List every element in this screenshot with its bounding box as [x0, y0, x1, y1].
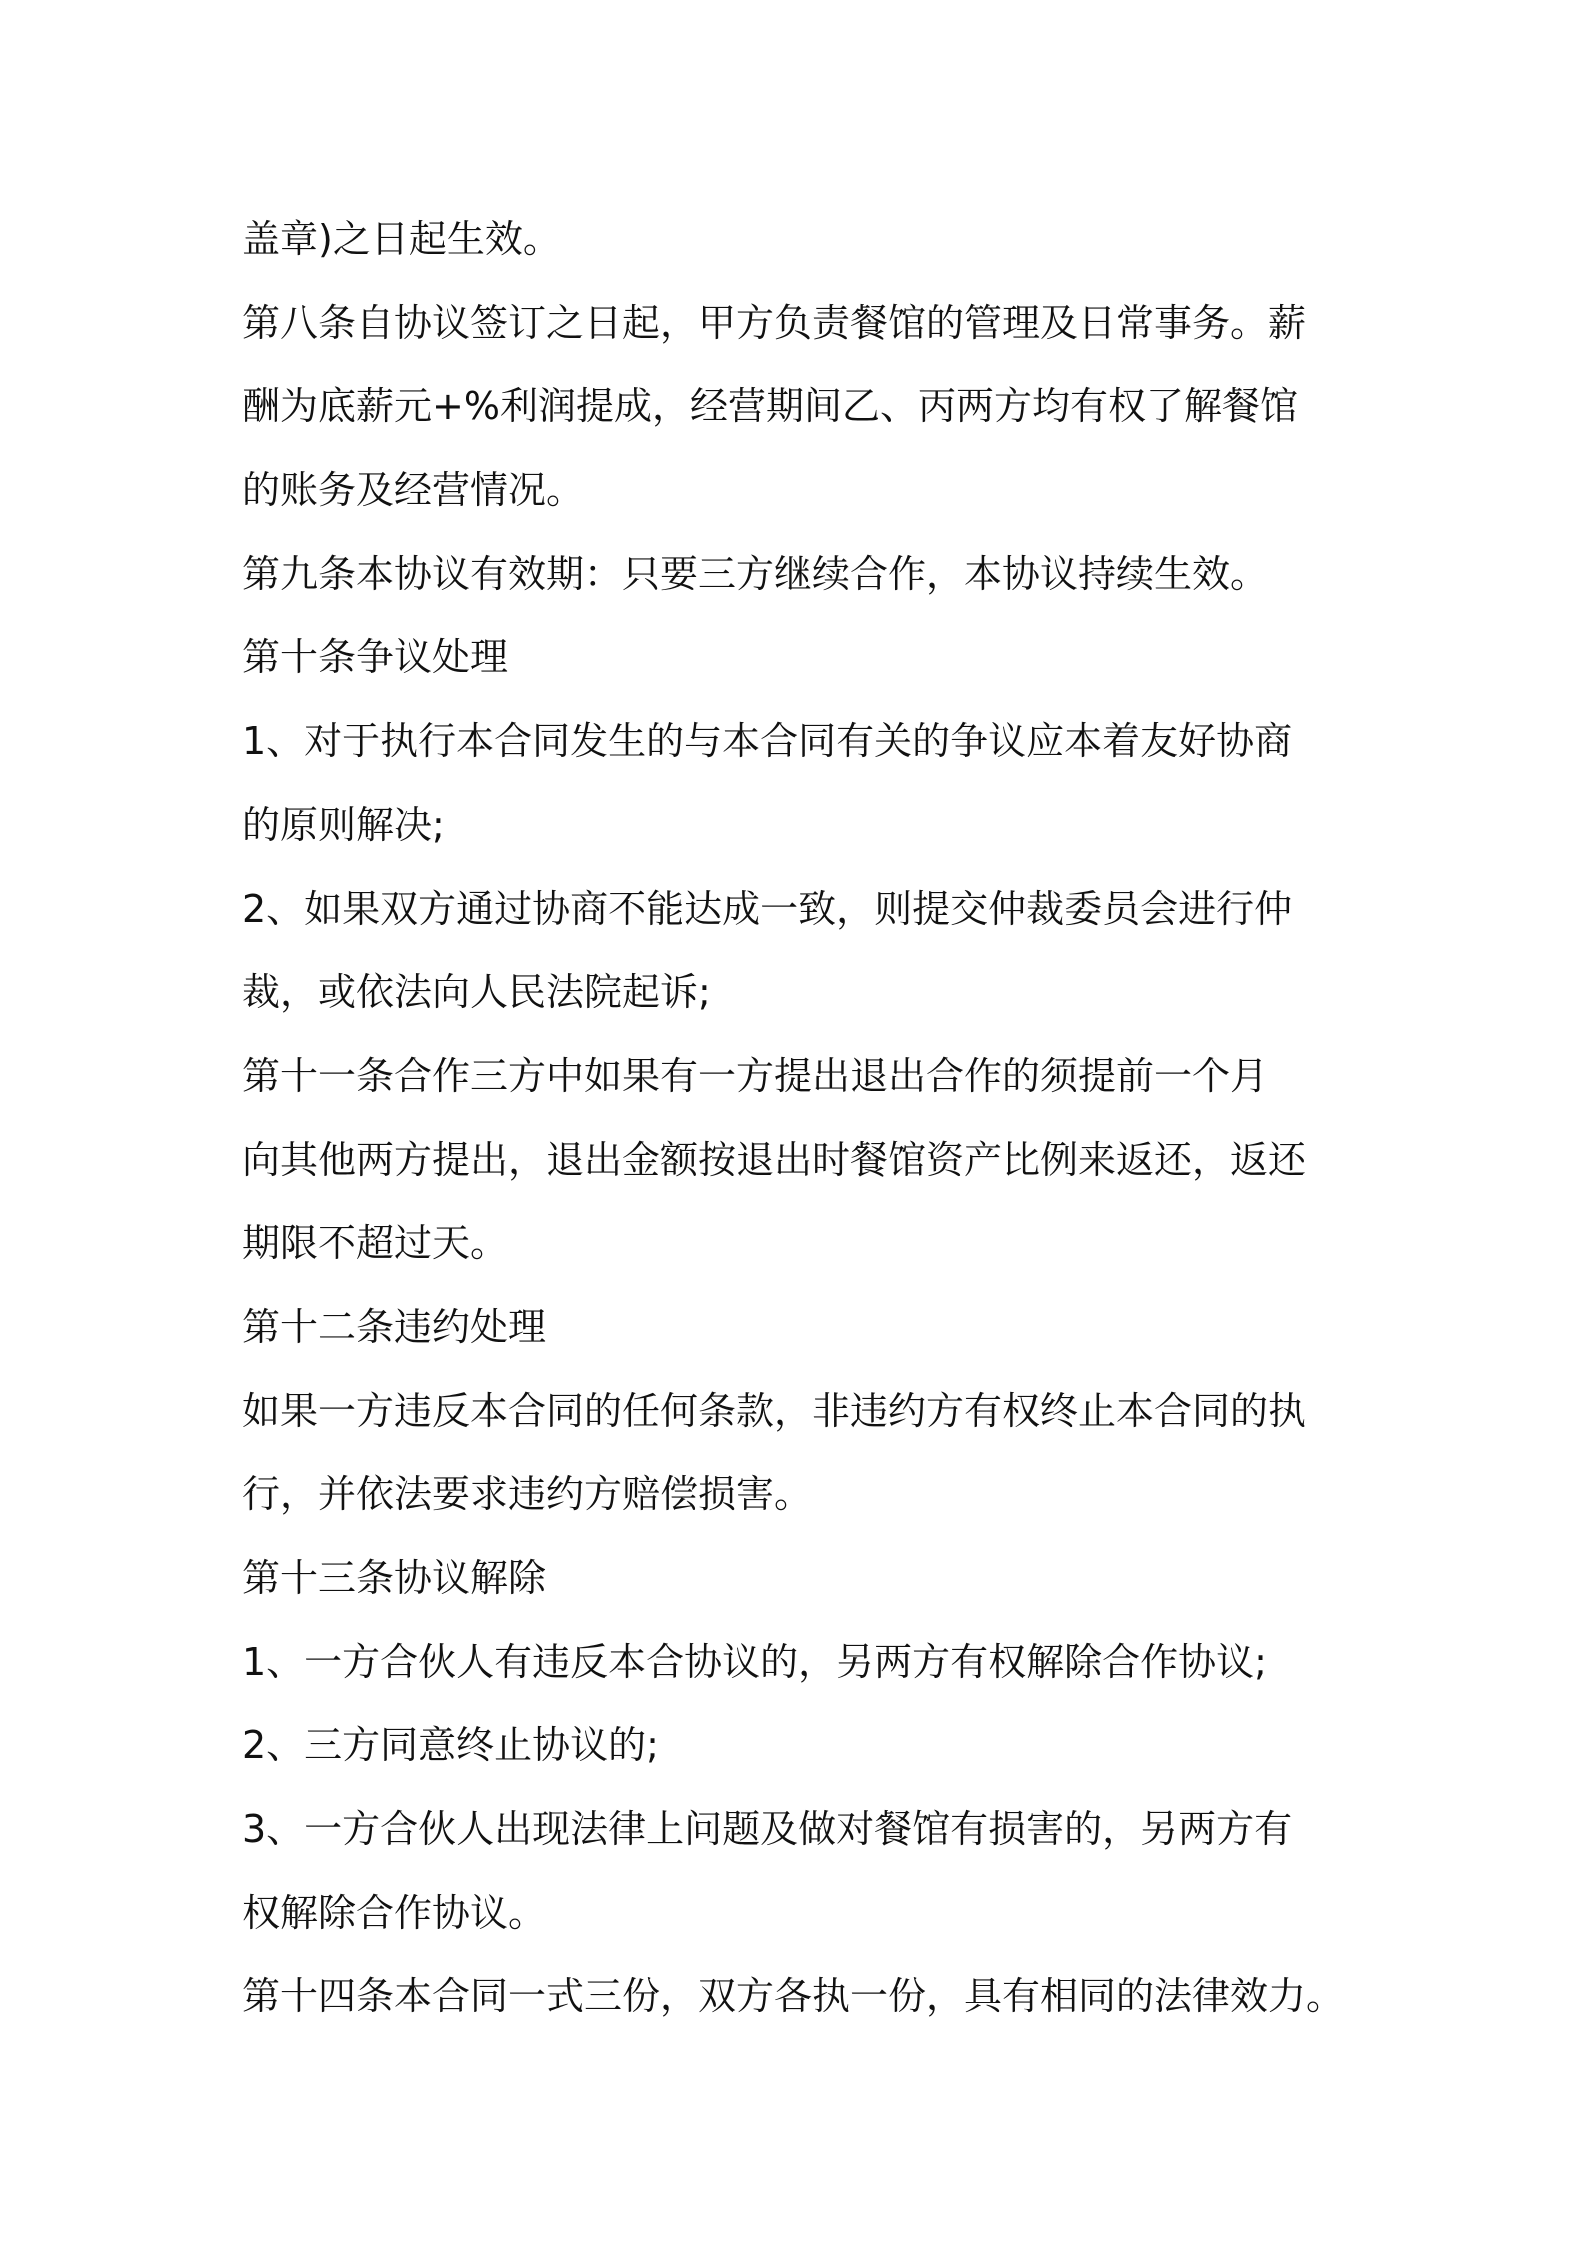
document-body	[242, 198, 1362, 2039]
text-line: 2、如果双方通过协商不能达成一致，则提交仲裁委员会进行仲	[242, 886, 1293, 931]
text-line: 的账务及经营情况。	[242, 468, 585, 513]
text-line: 如果一方违反本合同的任何条款，非违约方有权终止本合同的执	[242, 1388, 1307, 1433]
text-line: 期限不超过天。	[242, 1221, 509, 1266]
text-line: 2、三方同意终止协议的;	[242, 1723, 659, 1768]
text-line: 向其他两方提出，退出金额按退出时餐馆资产比例来返还，返还	[242, 1137, 1307, 1182]
text-line: 3、一方合伙人出现法律上问题及做对餐馆有损害的，另两方有	[242, 1807, 1293, 1852]
section-heading: 第十二条违约处理	[242, 1304, 547, 1349]
text-line: 酬为底薪元+%利润提成，经营期间乙、丙两方均有权了解餐馆	[242, 384, 1298, 429]
text-line: 裁，或依法向人民法院起诉;	[242, 970, 711, 1015]
text-line: 盖章)之日起生效。	[242, 217, 561, 261]
text-line: 第十四条本合同一式三份，双方各执一份，具有相同的法律效力。	[242, 1974, 1345, 2019]
section-heading: 第十条争议处理	[242, 635, 509, 680]
text-line: 第十一条合作三方中如果有一方提出退出合作的须提前一个月	[242, 1053, 1269, 1098]
section-heading: 第十三条协议解除	[242, 1556, 547, 1600]
text-line: 1、对于执行本合同发生的与本合同有关的争议应本着友好协商	[242, 719, 1293, 764]
text-line: 的原则解决;	[242, 802, 445, 847]
text-line: 权解除合作协议。	[242, 1890, 547, 1935]
text-line: 行，并依法要求违约方赔偿损害。	[242, 1472, 813, 1517]
text-line: 1、一方合伙人有违反本合协议的，另两方有权解除合作协议;	[242, 1639, 1267, 1684]
text-line: 第八条自协议签订之日起，甲方负责餐馆的管理及日常事务。薪	[242, 300, 1307, 345]
text-line: 第九条本协议有效期：只要三方继续合作，本协议持续生效。	[242, 551, 1269, 596]
